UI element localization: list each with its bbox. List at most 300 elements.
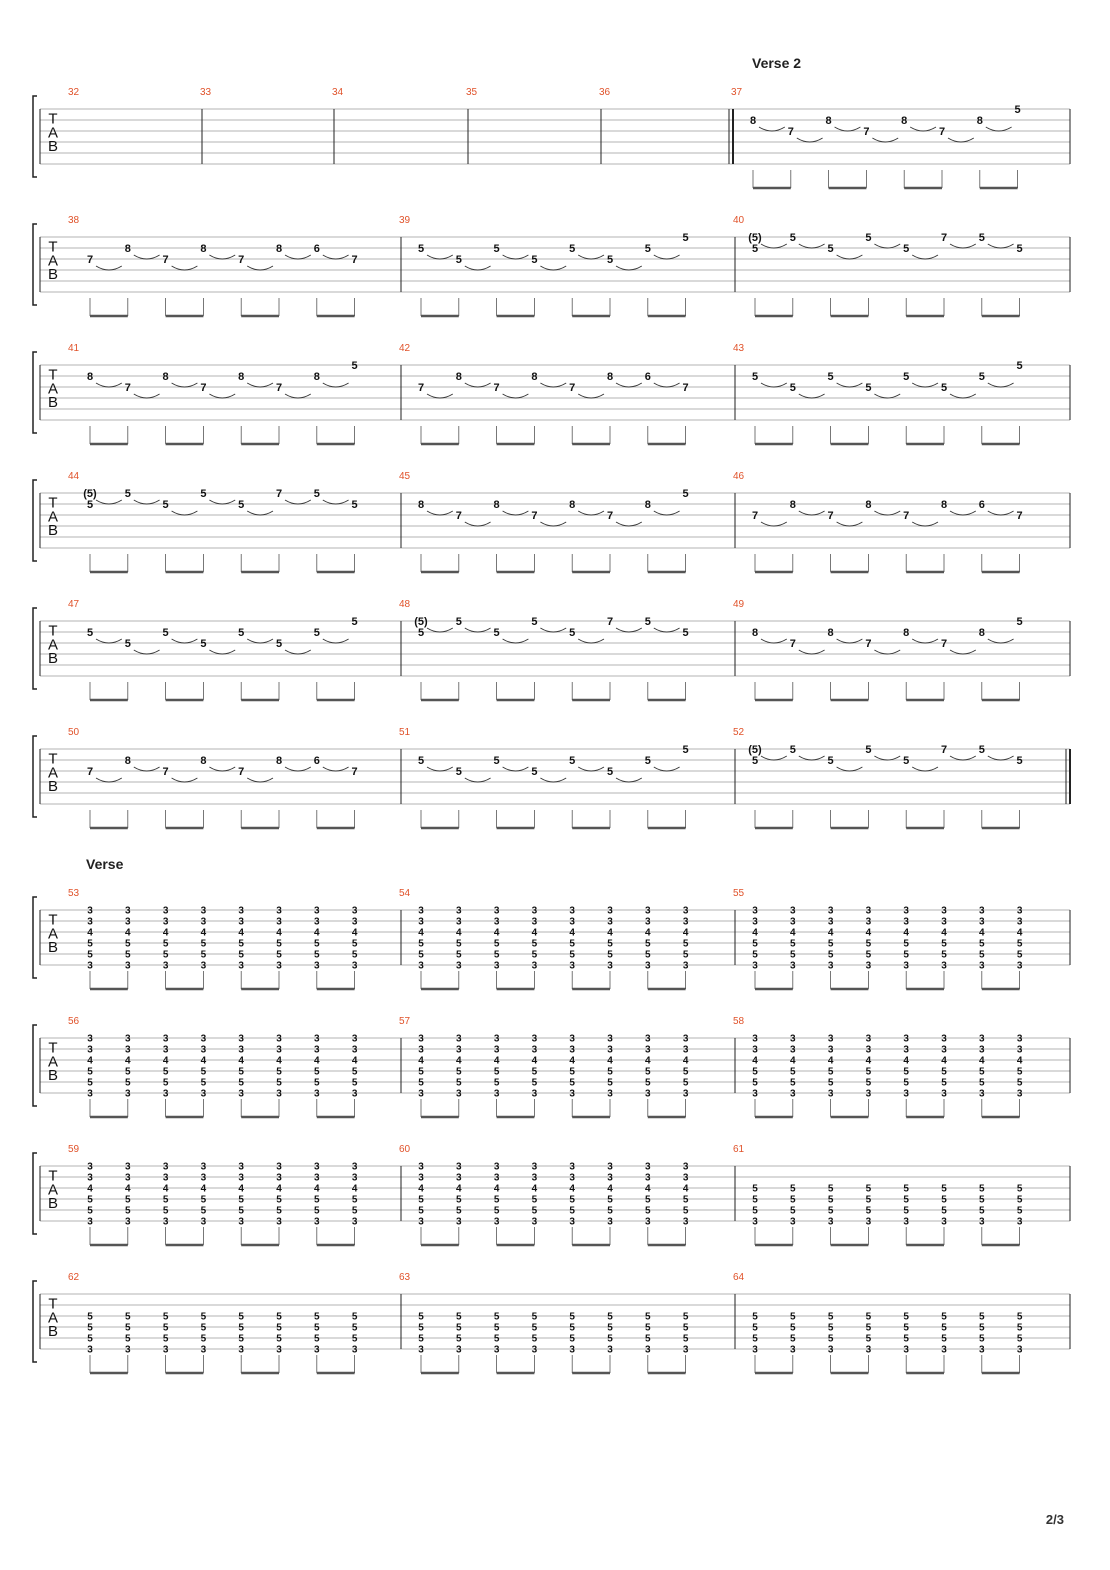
fret-number: 3 <box>752 1216 758 1228</box>
fret-number: 5 <box>314 1311 320 1323</box>
fret-number: 4 <box>903 1055 909 1067</box>
fret-number: 7 <box>938 126 946 138</box>
fret-number: 5 <box>682 1077 689 1089</box>
fret-number: 5 <box>978 232 985 244</box>
tie-arc <box>578 767 604 771</box>
fret-number: 3 <box>682 1088 689 1100</box>
fret-number: 5 <box>418 1194 424 1206</box>
fret-number: 3 <box>125 1088 131 1100</box>
fret-number: 4 <box>752 927 758 939</box>
fret-number: 4 <box>351 927 358 939</box>
fret-number: 5 <box>493 1311 500 1323</box>
measure-number: 35 <box>466 87 478 98</box>
fret-number: 7 <box>351 254 358 266</box>
fret-number: 5 <box>569 1077 575 1089</box>
tie-arc <box>285 500 311 504</box>
measure-number: 50 <box>68 727 80 738</box>
tab-clef-letter: T <box>48 1167 58 1185</box>
fret-number: 5 <box>941 1194 947 1206</box>
fret-number: 5 <box>418 1322 424 1334</box>
fret-number: 5 <box>162 1205 169 1217</box>
tie-arc <box>247 383 273 387</box>
fret-number: 5 <box>752 1194 758 1206</box>
system-bracket <box>33 1281 37 1362</box>
system-bracket <box>33 352 37 433</box>
fret-number: 5 <box>790 1077 796 1089</box>
fret-number: 5 <box>493 1066 500 1078</box>
fret-number: 5 <box>607 1333 613 1345</box>
fret-number: 5 <box>790 1322 796 1334</box>
fret-number: 4 <box>276 927 282 939</box>
fret-number: 3 <box>682 916 689 928</box>
fret-number: 3 <box>493 905 500 917</box>
tie-arc <box>874 511 900 515</box>
fret-number: 3 <box>314 1033 320 1045</box>
fret-number: 4 <box>752 1055 758 1067</box>
fret-number: 5 <box>417 755 425 767</box>
fret-number: 5 <box>607 1311 613 1323</box>
fret-number: 3 <box>314 960 320 972</box>
fret-number: 5 <box>200 1077 207 1089</box>
fret-number: 3 <box>200 1161 207 1173</box>
tie-arc <box>465 628 491 632</box>
fret-number: 3 <box>531 1161 538 1173</box>
fret-number: 3 <box>418 1172 424 1184</box>
fret-number: 3 <box>941 1344 947 1356</box>
fret-number: 4 <box>941 927 947 939</box>
fret-number: 8 <box>417 499 425 511</box>
fret-number: 3 <box>865 916 872 928</box>
fret-number: 5 <box>276 1311 282 1323</box>
tie-arc <box>285 255 311 259</box>
fret-number: 3 <box>531 905 538 917</box>
fret-number: 3 <box>531 916 538 928</box>
measure-number: 37 <box>731 87 743 98</box>
fret-number: 5 <box>456 1333 462 1345</box>
fret-number: 5 <box>238 1205 244 1217</box>
fret-number: 5 <box>455 616 462 628</box>
fret-number: 3 <box>276 1044 282 1056</box>
measure-number: 39 <box>399 215 411 226</box>
fret-number: 3 <box>351 916 358 928</box>
fret-number: 8 <box>275 755 283 767</box>
fret-number: 3 <box>418 1088 424 1100</box>
fret-number: 7 <box>417 382 425 394</box>
tie-arc <box>323 767 349 771</box>
tie-arc <box>209 255 235 259</box>
fret-number: 4 <box>238 927 244 939</box>
fret-number: 3 <box>200 916 207 928</box>
fret-number: 3 <box>645 905 651 917</box>
fret-number: 3 <box>790 1044 796 1056</box>
fret-number: 5 <box>941 1311 947 1323</box>
fret-number: 3 <box>790 916 796 928</box>
fret-number: 3 <box>752 916 758 928</box>
fret-number: 5 <box>941 1066 947 1078</box>
fret-number: 3 <box>865 1033 872 1045</box>
fret-number: 6 <box>644 371 651 383</box>
fret-number: 3 <box>162 1033 169 1045</box>
fret-number: 5 <box>644 755 651 767</box>
tie-arc <box>950 244 976 248</box>
fret-number: 5 <box>493 1194 500 1206</box>
fret-number: 3 <box>645 1161 651 1173</box>
fret-number: 5 <box>238 1077 244 1089</box>
fret-number: 4 <box>456 1183 462 1195</box>
fret-number: 4 <box>682 1055 689 1067</box>
fret-number: 7 <box>162 766 169 778</box>
tie-arc <box>616 778 642 782</box>
fret-number: 5 <box>1016 1333 1023 1345</box>
system-bracket <box>33 1153 37 1234</box>
fret-number: 3 <box>456 916 462 928</box>
fret-number: 5 <box>276 1066 282 1078</box>
fret-number: 3 <box>162 1172 169 1184</box>
fret-number: 7 <box>162 254 169 266</box>
measure-number: 43 <box>733 343 745 354</box>
fret-number: 4 <box>1016 1055 1023 1067</box>
fret-number: 3 <box>238 905 244 917</box>
fret-number: 4 <box>682 1183 689 1195</box>
fret-number: 3 <box>790 905 796 917</box>
fret-number: 5 <box>903 949 909 961</box>
tie-arc <box>912 522 938 526</box>
fret-number: 7 <box>493 382 500 394</box>
tie-arc <box>323 500 349 504</box>
fret-number: 5 <box>682 1205 689 1217</box>
fret-number: 5 <box>531 1205 538 1217</box>
fret-number: 3 <box>827 1033 834 1045</box>
fret-number: 4 <box>790 1055 796 1067</box>
fret-number: 5 <box>162 1066 169 1078</box>
fret-number: 5 <box>456 938 462 950</box>
fret-number: 3 <box>493 916 500 928</box>
fret-number: 3 <box>903 916 909 928</box>
fret-number: 5 <box>276 1333 282 1345</box>
fret-number: 3 <box>1016 916 1023 928</box>
fret-number: 4 <box>418 1055 424 1067</box>
fret-number: 3 <box>493 960 500 972</box>
fret-number: 5 <box>569 755 576 767</box>
fret-number: 8 <box>86 371 94 383</box>
fret-number: 5 <box>1016 949 1023 961</box>
tie-arc <box>172 778 198 782</box>
fret-number: 5 <box>979 1205 985 1217</box>
fret-number: 5 <box>789 232 796 244</box>
fret-number: 4 <box>87 1183 93 1195</box>
fret-number: 3 <box>569 1161 575 1173</box>
tie-arc <box>912 639 938 643</box>
fret-number: 5 <box>569 1322 575 1334</box>
fret-number: 5 <box>276 949 282 961</box>
fret-number: 5 <box>314 949 320 961</box>
fret-number: 3 <box>752 905 758 917</box>
fret-number: 3 <box>903 1088 909 1100</box>
fret-number: 7 <box>531 510 538 522</box>
fret-number: 5 <box>531 616 538 628</box>
fret-number: 5 <box>682 488 689 500</box>
measure-number: 64 <box>733 1272 745 1283</box>
measure-number: 57 <box>399 1016 411 1027</box>
tie-arc <box>172 511 198 515</box>
fret-number: 3 <box>790 960 796 972</box>
fret-number: 5 <box>903 243 910 255</box>
fret-number: 3 <box>351 1161 358 1173</box>
tie-arc <box>134 394 160 398</box>
fret-number: 5 <box>903 1183 909 1195</box>
fret-number: 7 <box>238 766 245 778</box>
fret-number: 5 <box>606 254 614 266</box>
fret-number: 3 <box>790 1344 796 1356</box>
fret-number: 4 <box>941 1055 947 1067</box>
tab-clef-letter: B <box>47 522 59 540</box>
fret-number: 5 <box>751 371 759 383</box>
fret-number: 5 <box>456 949 462 961</box>
fret-number: 3 <box>607 1033 613 1045</box>
fret-number: 8 <box>751 627 759 639</box>
fret-number: 8 <box>789 499 796 511</box>
fret-number: 5 <box>314 1333 320 1345</box>
fret-number: 3 <box>314 1088 320 1100</box>
fret-number: 8 <box>275 243 283 255</box>
fret-number: 5 <box>86 627 94 639</box>
tab-clef-letter: B <box>47 138 59 156</box>
fret-number: 4 <box>607 1055 613 1067</box>
fret-number: 5 <box>531 254 538 266</box>
fret-number: 3 <box>979 916 985 928</box>
fret-number: 4 <box>790 927 796 939</box>
fret-number: 5 <box>752 949 758 961</box>
fret-number: 3 <box>87 1172 93 1184</box>
fret-number: 4 <box>238 1183 244 1195</box>
fret-number: 3 <box>314 1344 320 1356</box>
tie-arc <box>503 394 529 398</box>
tab-clef-letter: A <box>47 508 59 526</box>
fret-number: 3 <box>493 1088 500 1100</box>
measure-number: 55 <box>733 888 745 899</box>
fret-number: 3 <box>87 1344 93 1356</box>
fret-number: 5 <box>978 744 985 756</box>
fret-number: 3 <box>569 1344 575 1356</box>
fret-number: 5 <box>682 627 689 639</box>
fret-number: 3 <box>979 960 985 972</box>
fret-number: 4 <box>276 1055 282 1067</box>
fret-number: 3 <box>351 1172 358 1184</box>
fret-number: 3 <box>200 1344 207 1356</box>
fret-number: 5 <box>531 1311 538 1323</box>
fret-number: 5 <box>86 499 94 511</box>
fret-number: 5 <box>607 1077 613 1089</box>
tie-arc <box>912 767 938 771</box>
fret-number: 5 <box>979 1322 985 1334</box>
fret-number: 5 <box>238 949 244 961</box>
fret-number: 5 <box>752 1322 758 1334</box>
fret-number: 3 <box>162 905 169 917</box>
fret-number: 4 <box>1016 927 1023 939</box>
fret-number: 3 <box>569 916 575 928</box>
fret-number: 5 <box>827 243 834 255</box>
fret-number: 3 <box>276 960 282 972</box>
tie-arc <box>465 266 491 270</box>
fret-number: 3 <box>87 1216 93 1228</box>
fret-number: 3 <box>941 1216 947 1228</box>
tie-arc <box>948 138 974 142</box>
fret-number: 8 <box>865 499 872 511</box>
fret-number: 3 <box>1016 1344 1023 1356</box>
fret-number: 4 <box>418 1183 424 1195</box>
fret-number: 3 <box>1016 1216 1023 1228</box>
fret-number: 7 <box>238 254 245 266</box>
fret-number: 3 <box>162 1216 169 1228</box>
fret-number: 5 <box>979 1066 985 1078</box>
fret-number: 3 <box>351 1216 358 1228</box>
fret-number: 3 <box>493 1216 500 1228</box>
fret-number: 3 <box>941 1033 947 1045</box>
tie-arc <box>323 255 349 259</box>
tab-system <box>33 1153 1070 1245</box>
tab-system <box>33 897 1070 989</box>
fret-number: 3 <box>125 1216 131 1228</box>
tie-arc <box>96 778 122 782</box>
measure-number: 42 <box>399 343 411 354</box>
tie-arc <box>616 266 642 270</box>
fret-number: 3 <box>682 960 689 972</box>
tie-arc <box>285 650 311 654</box>
fret-number: 5 <box>531 938 538 950</box>
fret-number: 5 <box>493 938 500 950</box>
tie-arc <box>503 255 529 259</box>
fret-number: 3 <box>418 1216 424 1228</box>
fret-number: 3 <box>607 960 613 972</box>
fret-number: 8 <box>606 371 614 383</box>
tie-arc <box>616 522 642 526</box>
fret-number: 3 <box>238 916 244 928</box>
tie-arc <box>96 639 122 643</box>
fret-number: 5 <box>125 949 131 961</box>
fret-number: 5 <box>314 938 320 950</box>
fret-number: 5 <box>1016 1311 1023 1323</box>
fret-number: 8 <box>238 371 245 383</box>
fret-number: 3 <box>903 1216 909 1228</box>
fret-number: 5 <box>87 949 93 961</box>
fret-number: 4 <box>125 927 131 939</box>
fret-number: 4 <box>607 1183 613 1195</box>
tie-arc <box>323 383 349 387</box>
fret-number: 7 <box>569 382 576 394</box>
fret-number: 5 <box>162 499 169 511</box>
fret-number: 5 <box>313 488 320 500</box>
fret-number: 3 <box>418 1044 424 1056</box>
fret-number: 5 <box>493 1077 500 1089</box>
fret-number: 5 <box>276 1322 282 1334</box>
fret-number: 5 <box>456 1205 462 1217</box>
tie-arc <box>874 394 900 398</box>
fret-number: 5 <box>493 1205 500 1217</box>
fret-number: 5 <box>865 382 872 394</box>
fret-number: 5 <box>531 1333 538 1345</box>
fret-number: 5 <box>238 1333 244 1345</box>
tie-arc <box>323 639 349 643</box>
fret-number: 3 <box>607 1044 613 1056</box>
fret-number: 3 <box>531 1088 538 1100</box>
fret-number: 4 <box>87 927 93 939</box>
fret-number: 5 <box>827 1194 834 1206</box>
fret-number: 5 <box>903 1311 909 1323</box>
fret-number: 5 <box>313 627 320 639</box>
fret-number: 7 <box>275 488 283 500</box>
fret-number: 4 <box>865 1055 872 1067</box>
fret-number: 5 <box>979 949 985 961</box>
tab-clef-letter: B <box>47 650 59 668</box>
fret-number: 3 <box>276 1161 282 1173</box>
fret-number: 7 <box>275 382 283 394</box>
fret-number: 3 <box>200 1216 207 1228</box>
fret-number: 8 <box>827 627 834 639</box>
tie-arc <box>427 255 453 259</box>
fret-number: 5 <box>200 1066 207 1078</box>
tie-arc <box>950 650 976 654</box>
tab-clef-letter: T <box>48 110 58 128</box>
fret-number: 3 <box>531 960 538 972</box>
tie-arc <box>988 639 1014 643</box>
tie-arc <box>427 511 453 515</box>
fret-number: 5 <box>351 938 358 950</box>
fret-number: 5 <box>314 1077 320 1089</box>
fret-number: 5 <box>418 949 424 961</box>
fret-number: 3 <box>645 1172 651 1184</box>
fret-number: 5 <box>752 1077 758 1089</box>
fret-number: 3 <box>276 1088 282 1100</box>
tie-arc <box>950 394 976 398</box>
fret-number: 5 <box>645 938 651 950</box>
fret-number: 3 <box>607 1344 613 1356</box>
fret-number: 3 <box>569 1033 575 1045</box>
fret-number: 5 <box>978 371 985 383</box>
tab-system <box>33 480 1070 572</box>
tie-arc <box>837 767 863 771</box>
fret-number: 4 <box>418 927 424 939</box>
tie-arc <box>654 628 680 632</box>
tie-arc <box>874 244 900 248</box>
fret-number: 5 <box>941 1205 947 1217</box>
fret-number: 7 <box>903 510 910 522</box>
fret-number: 5 <box>865 1066 872 1078</box>
fret-number: 5 <box>569 1333 575 1345</box>
fret-number: 3 <box>865 1088 872 1100</box>
fret-number: 3 <box>238 1033 244 1045</box>
fret-number: 5 <box>1016 1066 1023 1078</box>
fret-number: 5 <box>418 938 424 950</box>
tie-arc <box>247 266 273 270</box>
fret-number: 5 <box>351 1194 358 1206</box>
fret-number: 5 <box>238 499 245 511</box>
fret-number: 5 <box>200 1333 207 1345</box>
fret-number: 7 <box>124 382 131 394</box>
tie-arc <box>950 511 976 515</box>
fret-number: 3 <box>314 1161 320 1173</box>
fret-number: 3 <box>238 960 244 972</box>
fret-number: 8 <box>200 755 207 767</box>
fret-number: 5 <box>827 1333 834 1345</box>
fret-number: 5 <box>162 1322 169 1334</box>
tab-clef-letter: A <box>47 1181 59 1199</box>
tab-system <box>33 608 1070 700</box>
fret-number: 3 <box>531 1172 538 1184</box>
fret-number: 5 <box>87 1205 93 1217</box>
fret-number: 3 <box>645 1216 651 1228</box>
fret-number: 3 <box>790 1033 796 1045</box>
fret-number: 5 <box>275 638 283 650</box>
